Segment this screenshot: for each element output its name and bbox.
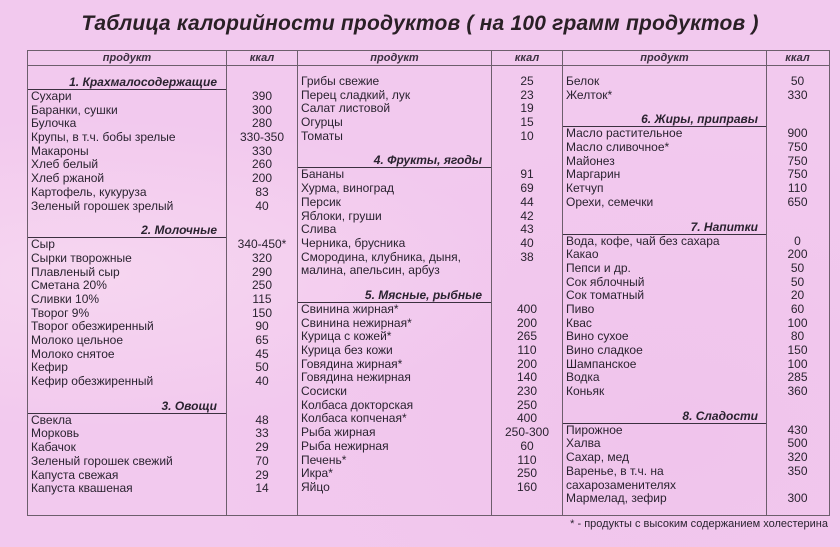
kcal-value: 260: [251, 157, 273, 172]
kcal-value: 40: [255, 198, 269, 213]
kcal-value: 290: [251, 264, 273, 279]
kcal-value: 300: [251, 102, 273, 117]
table-row: [563, 141, 829, 155]
kcal-value: 200: [516, 356, 538, 371]
table-row: [563, 344, 829, 358]
table-row: [28, 131, 297, 145]
table-row: [563, 479, 829, 493]
kcal-value: 115: [252, 291, 272, 306]
kcal-value: 750: [787, 153, 808, 168]
kcal-value: 15: [520, 115, 534, 130]
kcal-value: 38: [520, 249, 534, 264]
kcal-value: 110: [517, 343, 537, 357]
table-row: [563, 492, 829, 506]
kcal-value: 0: [794, 233, 801, 248]
product-name: Кабачок: [31, 440, 76, 455]
table-row: [563, 371, 829, 385]
product-name: Сыр: [31, 237, 55, 252]
table-row: [28, 293, 297, 307]
table-row: [298, 385, 562, 399]
kcal-value: 330: [787, 87, 808, 102]
section-heading: [563, 112, 829, 127]
table-row: [563, 168, 829, 182]
section-heading: [298, 288, 562, 303]
kcal-value: 430: [787, 422, 808, 437]
kcal-value: 65: [255, 333, 269, 347]
kcal-value: 280: [251, 116, 273, 131]
product-name: Огурцы: [301, 115, 343, 130]
kcal-value: 10: [520, 128, 534, 143]
kcal-value: 100: [787, 315, 808, 330]
kcal-value: 25: [520, 74, 534, 88]
kcal-value: 140: [516, 370, 538, 385]
product-name: Рыба нежирная: [301, 438, 389, 453]
kcal-value: 50: [255, 360, 269, 375]
table-row: [298, 371, 562, 385]
table-row: [563, 465, 829, 479]
kcal-value: 500: [787, 436, 808, 451]
section-title: 2. Молочные: [141, 223, 217, 238]
kcal-value: 265: [516, 329, 538, 344]
column-body: [28, 75, 297, 496]
section-spacer: [28, 213, 297, 223]
table-row: [298, 223, 562, 237]
table-row: [563, 248, 829, 262]
product-name: Варенье, в т.ч. на: [566, 463, 664, 478]
table-row: [298, 481, 562, 495]
table-row: [28, 482, 297, 496]
kcal-value: 330: [251, 143, 273, 158]
table-row: [298, 116, 562, 130]
kcal-value: 400: [516, 301, 538, 316]
table-row: [298, 196, 562, 210]
table-row: [28, 279, 297, 293]
table-row: [28, 158, 297, 172]
product-name: Булочка: [31, 116, 77, 131]
table-row: [28, 348, 297, 362]
product-name: Сок томатный: [566, 288, 645, 303]
table-column-3: [563, 51, 829, 515]
product-name: Колбаса копченая*: [301, 411, 407, 426]
product-name: Пепси и др.: [566, 260, 631, 275]
column-body: [563, 75, 829, 506]
product-name: Масло растительное: [566, 126, 683, 141]
product-name: Макароны: [31, 143, 89, 158]
kcal-value: 14: [255, 481, 269, 496]
section-title: 4. Фрукты, ягоды: [373, 153, 482, 168]
kcal-value: 29: [255, 440, 269, 455]
table-row: [28, 117, 297, 131]
product-name: Коньяк: [566, 384, 605, 399]
table-row: [563, 127, 829, 141]
table-row: [298, 317, 562, 331]
kcal-value: 110: [517, 452, 537, 467]
product-name: Квас: [566, 315, 592, 330]
kcal-value: 40: [255, 374, 269, 389]
page-title: Таблица калорийности продуктов ( на 100 грамм продуктов ): [81, 12, 759, 35]
table-row: [563, 75, 829, 89]
product-name: Говядина нежирная: [301, 370, 411, 385]
product-name: Майонез: [566, 153, 615, 168]
product-name: Орехи, семечки: [566, 194, 654, 209]
table-row: [563, 155, 829, 169]
kcal-value: 250: [516, 466, 538, 481]
section-spacer: [28, 389, 297, 399]
kcal-value: 40: [520, 235, 534, 250]
table-row: [298, 182, 562, 196]
kcal-value: 110: [787, 181, 808, 196]
product-name: Сок яблочный: [566, 274, 645, 289]
header-kcal: ккал: [226, 51, 298, 66]
product-name: Слива: [301, 222, 337, 237]
product-name: Персик: [301, 194, 341, 209]
table-row: [563, 424, 829, 438]
section-title: 5. Мясные, рыбные: [364, 287, 482, 302]
table-row: [563, 303, 829, 317]
product-name: Черника, брусника: [301, 235, 406, 250]
table-row: [298, 168, 562, 182]
product-name: Икра*: [301, 466, 333, 481]
table-row: [28, 427, 297, 441]
product-name: Курица с кожей*: [301, 329, 392, 344]
table-row: [563, 317, 829, 331]
table-row: [563, 89, 829, 103]
table-row: [298, 399, 562, 413]
kcal-value: 60: [520, 438, 534, 453]
kcal-value: 150: [251, 305, 273, 320]
table-row: [28, 361, 297, 375]
product-name: Томаты: [301, 128, 343, 143]
section-title: 3. Овощи: [161, 398, 217, 413]
section-heading: [28, 399, 297, 414]
kcal-value: 200: [251, 171, 273, 186]
product-name: Пирожное: [566, 422, 623, 437]
kcal-value: 230: [516, 384, 538, 399]
product-name: Зеленый горошек свежий: [31, 453, 173, 468]
table-row: [28, 104, 297, 118]
product-name: Смородина, клубника, дыня,: [301, 249, 462, 264]
product-name: Шампанское: [566, 356, 637, 371]
section-spacer: [563, 102, 829, 112]
table-row: [563, 385, 829, 399]
table-row: [298, 75, 562, 89]
kcal-value: 60: [790, 301, 805, 316]
table-row: [563, 235, 829, 249]
kcal-value: 320: [251, 250, 273, 265]
section-heading: [298, 153, 562, 168]
table-row: [563, 182, 829, 196]
table-row: [298, 454, 562, 468]
product-name: Сахар, мед: [566, 450, 630, 465]
table-row: [28, 252, 297, 266]
section-heading: [563, 220, 829, 235]
product-name: Халва: [566, 436, 601, 451]
kcal-value: 250: [516, 397, 538, 412]
kcal-value: 44: [520, 194, 534, 209]
section-spacer: [298, 278, 562, 288]
table-row: [298, 467, 562, 481]
product-name: Свинина нежирная*: [301, 315, 412, 330]
kcal-value: 160: [516, 479, 538, 494]
table-row: [298, 426, 562, 440]
section-title: 8. Сладости: [682, 408, 758, 423]
product-name: Творог 9%: [31, 305, 90, 320]
product-name: сахарозаменителях: [566, 477, 676, 492]
kcal-value: 70: [255, 453, 269, 468]
calorie-table: [27, 50, 830, 516]
section-title: 7. Напитки: [690, 219, 758, 234]
kcal-value: 83: [255, 184, 269, 199]
product-name: Крупы, в т.ч. бобы зрелые: [31, 130, 176, 145]
kcal-value: 43: [520, 222, 534, 237]
table-row: [28, 200, 297, 214]
kcal-value: 33: [255, 426, 269, 441]
kcal-value: 300: [787, 491, 808, 506]
kcal-value: 400: [516, 411, 538, 426]
kcal-value: 250: [251, 278, 273, 293]
table-row: [28, 375, 297, 389]
product-name: Хурма, виноград: [301, 181, 394, 196]
product-name: Хлеб белый: [31, 157, 99, 172]
kcal-value: 750: [787, 167, 808, 182]
product-name: Водка: [566, 370, 600, 385]
table-row: [298, 412, 562, 426]
product-name: Хлеб ржаной: [31, 171, 105, 186]
table-row: [298, 102, 562, 116]
product-name: Курица без кожи: [301, 343, 393, 357]
product-name: Баранки, сушки: [31, 102, 118, 117]
kcal-value: 50: [790, 274, 805, 289]
table-row: [298, 303, 562, 317]
product-name: Перец сладкий, лук: [301, 87, 411, 102]
table-row: [28, 469, 297, 483]
product-name: Пиво: [566, 301, 595, 316]
table-row: [298, 440, 562, 454]
table-row: [28, 334, 297, 348]
header-kcal: ккал: [766, 51, 829, 66]
table-row: [563, 276, 829, 290]
product-name: Свинина жирная*: [301, 301, 399, 316]
column-body: [298, 75, 562, 495]
table-row: [28, 90, 297, 104]
section-heading: [28, 75, 297, 90]
product-name: Вино сухое: [566, 329, 629, 344]
kcal-value: 650: [787, 194, 808, 209]
kcal-value: 42: [520, 208, 534, 223]
table-row: [298, 264, 562, 278]
table-column-1: [28, 51, 298, 515]
product-name: Свекла: [31, 412, 72, 427]
product-name: Колбаса докторская: [301, 397, 414, 412]
header-product: продукт: [563, 51, 766, 66]
product-name: Яйцо: [301, 479, 330, 494]
table-row: [563, 196, 829, 210]
kcal-value: 100: [787, 356, 808, 371]
section-heading: [563, 409, 829, 424]
kcal-value: 50: [790, 74, 805, 88]
kcal-value: 390: [251, 89, 273, 103]
table-row: [563, 262, 829, 276]
table-row: [563, 451, 829, 465]
product-name: Сырки творожные: [31, 250, 132, 265]
kcal-value: 50: [790, 260, 805, 275]
table-row: [298, 344, 562, 358]
product-name: Плавленый сыр: [31, 264, 120, 279]
product-name: Салат листовой: [301, 101, 391, 116]
kcal-value: 340-450*: [237, 237, 287, 252]
kcal-value: 750: [787, 140, 808, 155]
kcal-value: 200: [787, 247, 808, 262]
table-row: [298, 210, 562, 224]
product-name: Какао: [566, 247, 599, 262]
kcal-value: 19: [520, 101, 534, 116]
table-row: [298, 358, 562, 372]
kcal-value: 91: [520, 167, 534, 182]
product-name: Кефир: [31, 360, 68, 375]
product-name: Грибы свежие: [301, 74, 380, 88]
product-name: Капуста квашеная: [31, 481, 133, 496]
table-row: [28, 307, 297, 321]
table-row: [28, 172, 297, 186]
table-row: [298, 89, 562, 103]
product-name: Маргарин: [566, 167, 621, 182]
product-name: Белок: [566, 74, 600, 88]
table-row: [563, 437, 829, 451]
table-row: [298, 330, 562, 344]
product-name: малина, апельсин, арбуз: [301, 263, 440, 278]
kcal-value: 360: [787, 384, 808, 399]
header-kcal: ккал: [491, 51, 563, 66]
product-name: Кетчуп: [566, 181, 604, 196]
table-row: [298, 130, 562, 144]
section-title: 1. Крахмалосодержащие: [69, 75, 217, 89]
section-spacer: [563, 210, 829, 220]
product-name: Вино сладкое: [566, 343, 643, 357]
table-row: [298, 251, 562, 265]
kcal-value: 48: [255, 412, 269, 427]
kcal-value: 350: [787, 463, 808, 478]
kcal-value: 150: [787, 343, 808, 357]
table-row: [28, 145, 297, 159]
kcal-value: 330-350: [239, 130, 285, 145]
table-column-2: [298, 51, 563, 515]
header-product: продукт: [298, 51, 491, 66]
product-name: Сливки 10%: [31, 291, 100, 306]
product-name: Капуста свежая: [31, 467, 119, 482]
table-row: [28, 414, 297, 428]
table-row: [28, 441, 297, 455]
product-name: Зеленый горошек зрелый: [31, 198, 174, 213]
table-row: [28, 238, 297, 252]
table-row: [563, 358, 829, 372]
product-name: Творог обезжиренный: [31, 319, 154, 334]
table-row: [28, 455, 297, 469]
product-name: Масло сливочное*: [566, 140, 670, 155]
product-name: Молоко снятое: [31, 346, 115, 361]
kcal-value: 320: [787, 450, 808, 465]
product-name: Печень*: [301, 452, 347, 467]
product-name: Сухари: [31, 89, 72, 103]
table-row: [563, 330, 829, 344]
kcal-value: 200: [516, 315, 538, 330]
kcal-value: 69: [520, 181, 534, 196]
table-row: [563, 289, 829, 303]
product-name: Желток*: [566, 87, 613, 102]
product-name: Говядина жирная*: [301, 356, 403, 371]
section-title: 6. Жиры, приправы: [641, 112, 758, 127]
product-name: Вода, кофе, чай без сахара: [566, 233, 720, 248]
product-name: Кефир обезжиренный: [31, 374, 154, 389]
section-heading: [28, 223, 297, 238]
kcal-value: 29: [255, 467, 269, 482]
product-name: Бананы: [301, 167, 345, 182]
kcal-value: 250-300: [504, 425, 550, 440]
product-name: Картофель, кукуруза: [31, 184, 147, 199]
product-name: Рыба жирная: [301, 425, 376, 440]
section-spacer: [563, 399, 829, 409]
product-name: Молоко цельное: [31, 333, 123, 347]
footnote: * - продукты с высоким содержанием холестерина: [570, 518, 828, 530]
product-name: Сметана 20%: [31, 278, 107, 293]
table-row: [28, 266, 297, 280]
section-spacer: [298, 143, 562, 153]
product-name: Яблоки, груши: [301, 208, 382, 223]
kcal-value: 90: [255, 319, 269, 334]
kcal-value: 45: [255, 346, 269, 361]
product-name: Сосиски: [301, 384, 347, 399]
table-row: [298, 237, 562, 251]
kcal-value: 80: [790, 329, 805, 344]
kcal-value: 900: [787, 126, 808, 141]
product-name: Мармелад, зефир: [566, 491, 667, 506]
header-product: продукт: [28, 51, 226, 66]
kcal-value: 23: [520, 87, 534, 102]
table-row: [28, 186, 297, 200]
kcal-value: 285: [787, 370, 808, 385]
kcal-value: 20: [790, 288, 805, 303]
table-row: [28, 320, 297, 334]
product-name: Морковь: [31, 426, 80, 441]
